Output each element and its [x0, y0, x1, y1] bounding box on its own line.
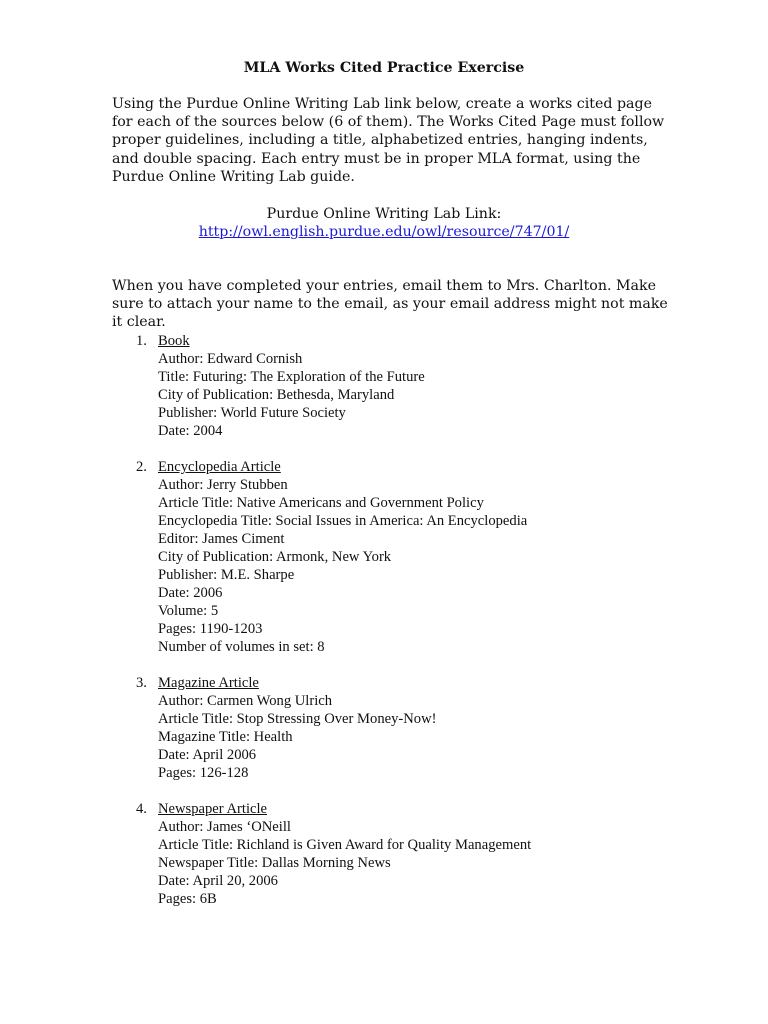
source-field: Article Title: Richland is Given Award for Quality Management — [158, 837, 532, 853]
source-field: Author: Jerry Stubben — [158, 477, 288, 493]
source-field: Number of volumes in set: 8 — [158, 639, 325, 655]
source-field: Date: April 2006 — [158, 747, 257, 763]
source-number: 4. — [136, 801, 147, 817]
source-field: Author: Carmen Wong Ulrich — [158, 693, 333, 709]
list-item — [112, 458, 672, 656]
source-field: Date: 2006 — [158, 585, 223, 601]
source-field: Pages: 126-128 — [158, 765, 249, 781]
source-field: City of Publication: Bethesda, Maryland — [158, 387, 395, 403]
sources-list — [112, 332, 672, 926]
source-field: Pages: 6B — [158, 891, 217, 907]
source-type: Magazine Article — [158, 675, 259, 691]
email-instructions: When you have completed your entries, email them to Mrs. Charlton. Make sure to attach your name to the email, as your email address might not make it clear. — [112, 278, 668, 331]
source-field: Publisher: World Future Society — [158, 405, 346, 421]
source-field: Magazine Title: Health — [158, 729, 293, 745]
source-field: Author: Edward Cornish — [158, 351, 303, 367]
source-field: Newspaper Title: Dallas Morning News — [158, 855, 391, 871]
source-number: 2. — [136, 459, 147, 475]
list-item — [112, 674, 672, 782]
source-field: Volume: 5 — [158, 603, 219, 619]
list-item — [112, 800, 672, 908]
owl-link-label: Purdue Online Writing Lab Link: — [266, 206, 502, 222]
source-field: Pages: 1190-1203 — [158, 621, 263, 637]
source-field: Article Title: Native Americans and Government Policy — [158, 495, 484, 511]
intro-paragraph: Using the Purdue Online Writing Lab link below, create a works cited page for each of the sources below (6 of them). The Works Cited Page must follow proper guidelines, including a title, alphabetized entries, hanging indents, and double spacing. Each entry must be in proper MLA format, using the Purdue Online Writing Lab guide. — [112, 96, 665, 185]
page-title: MLA Works Cited Practice Exercise — [243, 60, 525, 76]
source-field: Title: Futuring: The Exploration of the Future — [158, 369, 425, 385]
source-field: Author: James ‘ONeill — [158, 819, 291, 835]
source-number: 1. — [136, 333, 147, 349]
owl-link[interactable]: http://owl.english.purdue.edu/owl/resource/747/01/ — [198, 224, 570, 240]
source-type: Book — [158, 333, 190, 349]
source-field: Encyclopedia Title: Social Issues in America: An Encyclopedia — [158, 513, 528, 529]
source-type: Newspaper Article — [158, 801, 268, 817]
source-field: City of Publication: Armonk, New York — [158, 549, 392, 565]
source-number: 3. — [136, 675, 147, 691]
source-field: Date: 2004 — [158, 423, 223, 439]
source-field: Article Title: Stop Stressing Over Money-Now! — [158, 711, 437, 727]
list-item — [112, 332, 672, 440]
source-field: Publisher: M.E. Sharpe — [158, 567, 295, 583]
source-field: Date: April 20, 2006 — [158, 873, 278, 889]
source-type: Encyclopedia Article — [158, 459, 281, 475]
source-field: Editor: James Ciment — [158, 531, 285, 547]
